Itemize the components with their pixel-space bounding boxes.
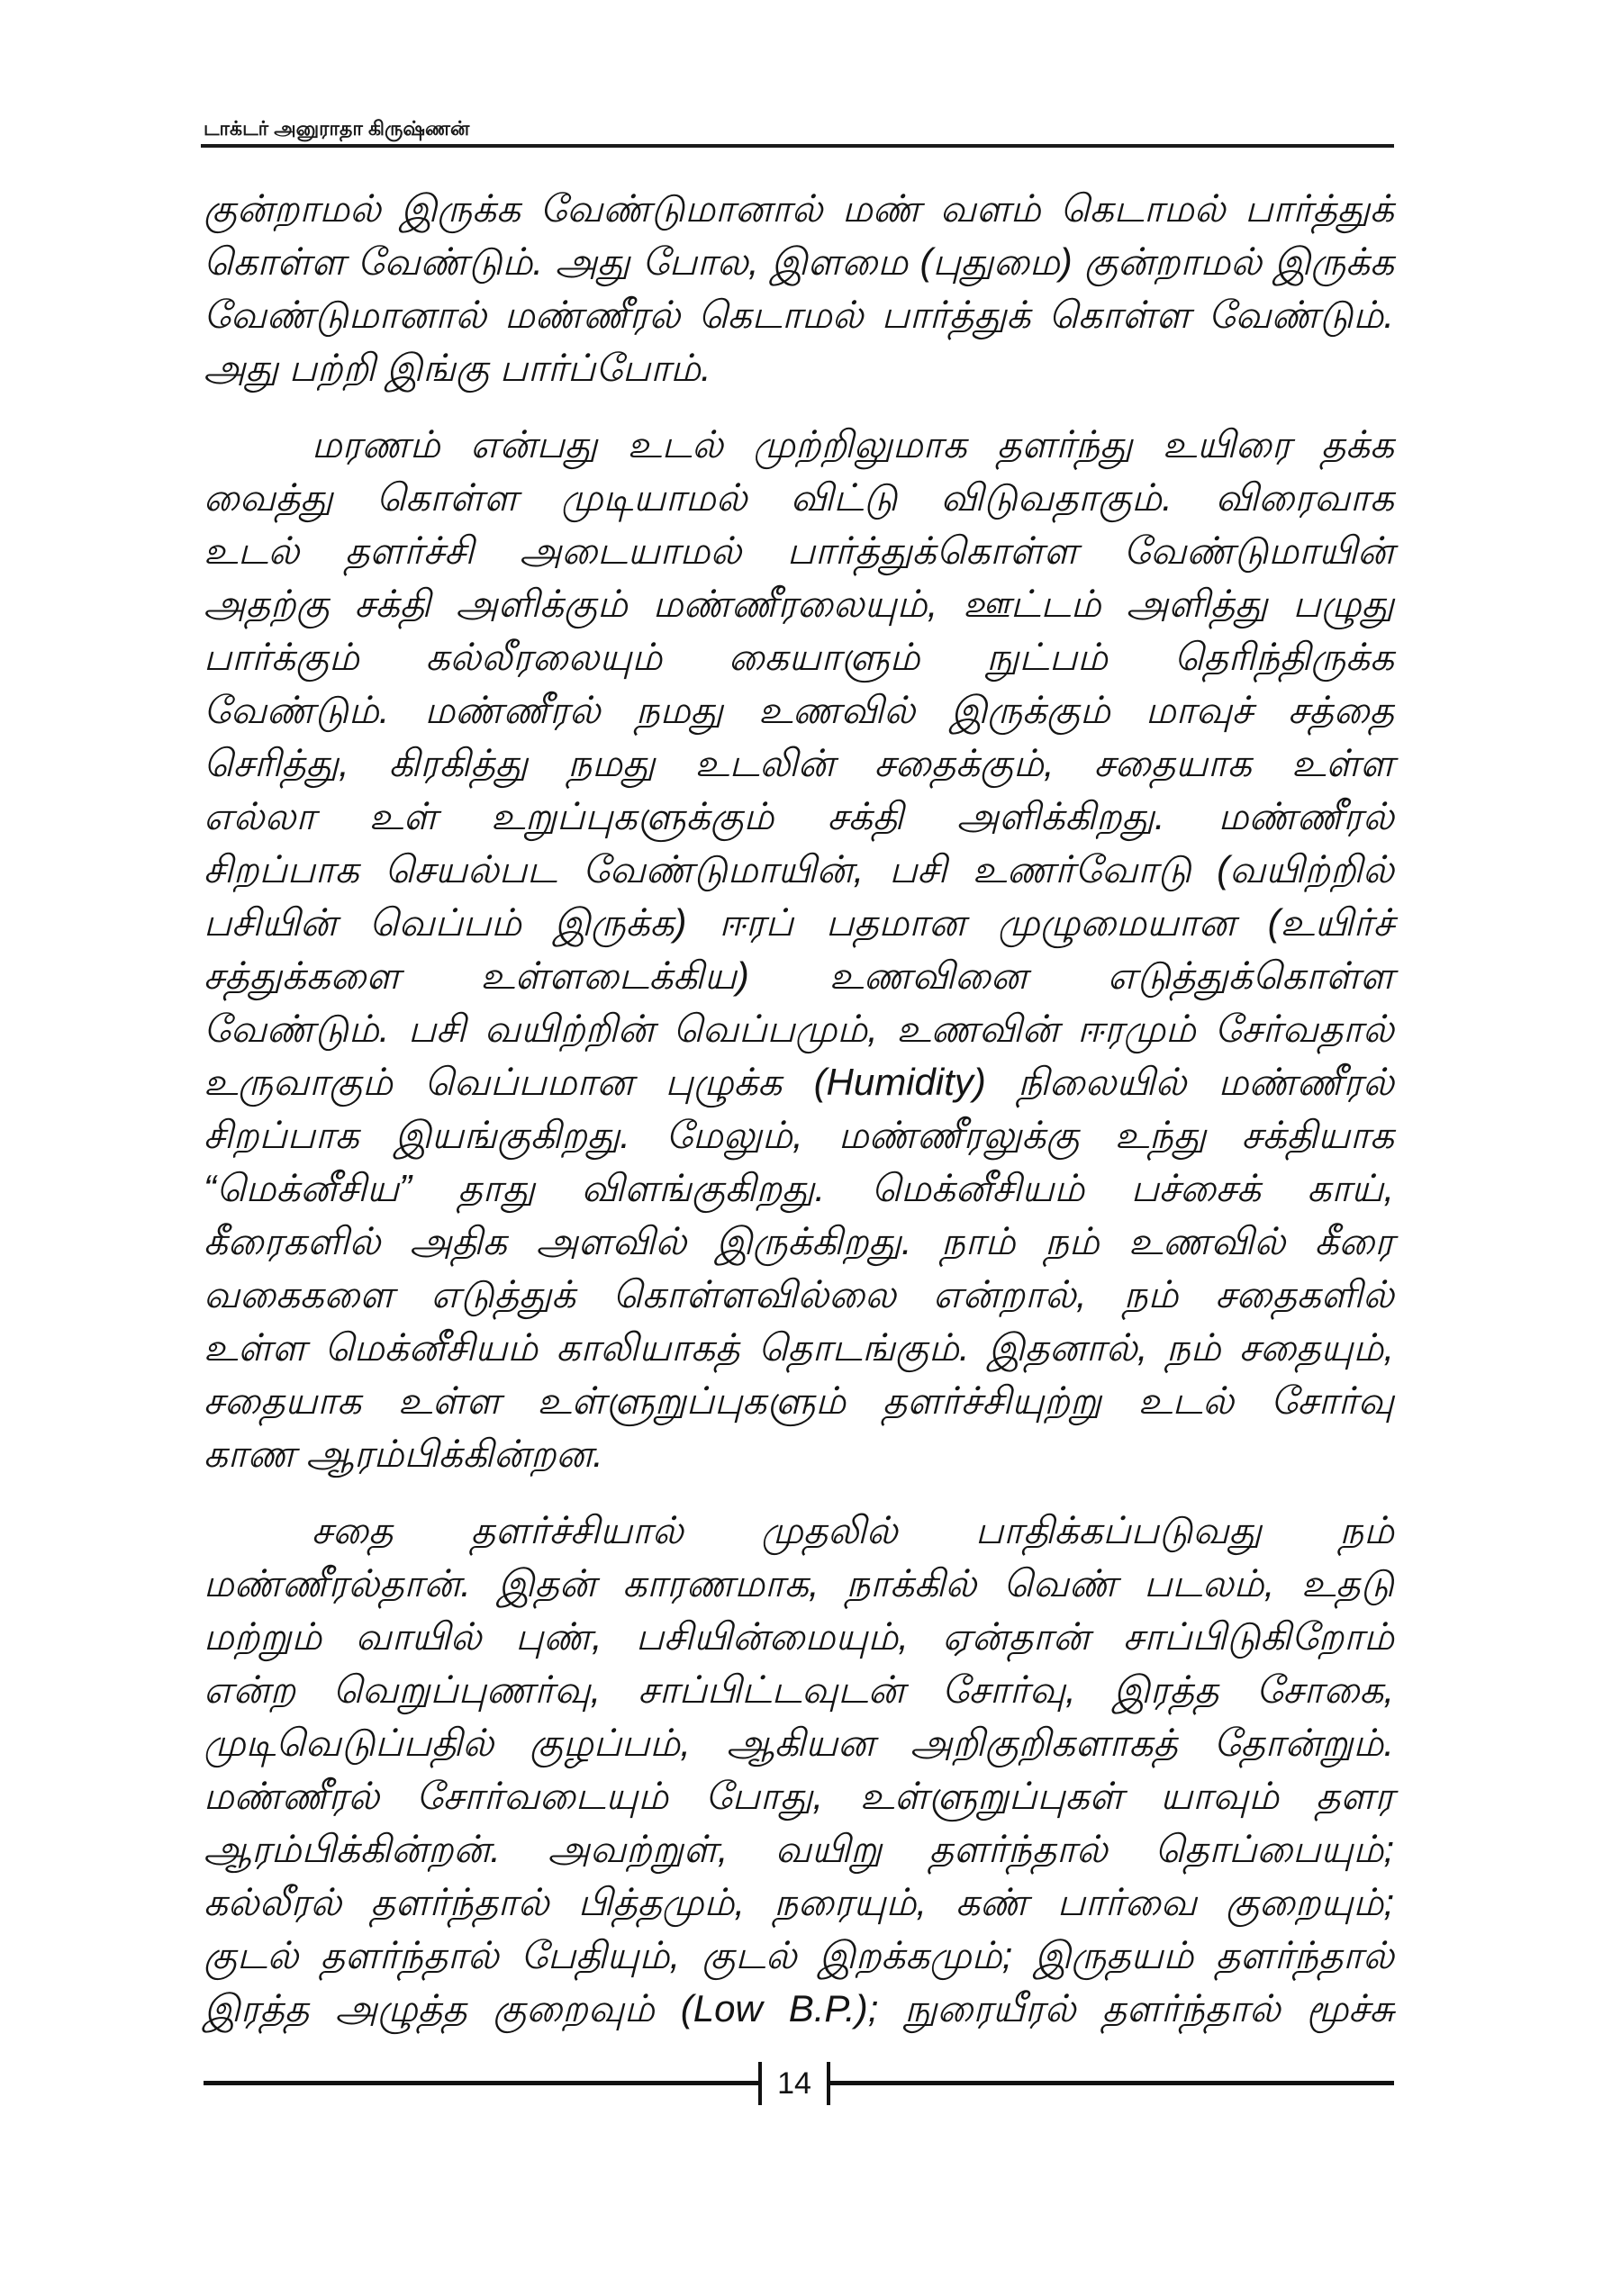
text-line: பார்க்கும் கல்லீரலையும் கையாளும் நுட்பம் தெரிந்திருக்க [204, 636, 1394, 678]
text-line: என்ற வெறுப்புணர்வு, சாப்பிட்டவுடன் சோர்வு, இரத்த சோகை, [204, 1668, 1394, 1711]
text-line: “மெக்னீசிய” தாது விளங்குகிறது. மெக்னீசியம் பச்சைக் காய், [204, 1167, 1394, 1209]
text-line: பசியின் வெப்பம் இருக்க) ஈரப் பதமான முழுமையான (உயிர்ச் [204, 901, 1394, 944]
text-line: சதையாக உள்ள உள்ளுறுப்புகளும் தளர்ச்சியுற்று உடல் சோர்வு [204, 1379, 1394, 1422]
text-line: கொள்ள வேண்டும். அது போல, இளமை (புதுமை) குன்றாமல் இருக்க [204, 240, 1394, 283]
text-line: சிறப்பாக செயல்பட வேண்டுமாயின், பசி உணர்வோடு (வயிற்றில் [204, 848, 1394, 890]
footer-rule-left [204, 2081, 758, 2085]
text-line: வகைகளை எடுத்துக் கொள்ளவில்லை என்றால், நம் சதைகளில் [204, 1273, 1394, 1315]
text-line: வேண்டும். பசி வயிற்றின் வெப்பமும், உணவின் ஈரமும் சேர்வதால் [204, 1008, 1394, 1050]
text-line: முடிவெடுப்பதில் குழப்பம், ஆகியன அறிகுறிகளாகத் தோன்றும். [204, 1722, 1394, 1764]
footer-rule-right [830, 2081, 1394, 2085]
text-line: ஆரம்பிக்கின்றன். அவற்றுள், வயிறு தளர்ந்தால் தொப்பையும்; [204, 1828, 1394, 1870]
text-line: வேண்டுமானால் மண்ணீரல் கெடாமல் பார்த்துக் கொள்ள வேண்டும். [204, 294, 1394, 336]
text-line: வேண்டும். மண்ணீரல் நமது உணவில் இருக்கும் மாவுச் சத்தை [204, 689, 1394, 731]
text-line: உருவாகும் வெப்பமான புழுக்க (Humidity) நிலையில் மண்ணீரல் [204, 1061, 1394, 1103]
paragraph [204, 1504, 1394, 2035]
text-line: சிறப்பாக இயங்குகிறது. மேலும், மண்ணீரலுக்கு உந்து சக்தியாக [204, 1114, 1394, 1156]
text-line: அதற்கு சக்தி அளிக்கும் மண்ணீரலையும், ஊட்டம் அளித்து பழுது [204, 583, 1394, 625]
text-line: சதை தளர்ச்சியால் முதலில் பாதிக்கப்படுவது நம் [312, 1509, 1394, 1551]
header-rule [201, 144, 1394, 148]
text-line: செரித்து, கிரகித்து நமது உடலின் சதைக்கும், சதையாக உள்ள [204, 742, 1394, 784]
page-number: 14 [777, 2066, 811, 2101]
paragraph [204, 182, 1394, 394]
text-line: உடல் தளர்ச்சி அடையாமல் பார்த்துக்கொள்ள வேண்டுமாயின் [204, 529, 1394, 572]
text-line: மண்ணீரல்தான். இதன் காரணமாக, நாக்கில் வெண் படலம், உதடு [204, 1562, 1394, 1604]
text-line: உள்ள மெக்னீசியம் காலியாகத் தொடங்கும். இதனால், நம் சதையும், [204, 1326, 1394, 1369]
text-line: மரணம் என்பது உடல் முற்றிலுமாக தளர்ந்து உயிரை தக்க [312, 423, 1394, 466]
text-line: குடல் தளர்ந்தால் பேதியும், குடல் இறக்கமும்; இருதயம் தளர்ந்தால் [204, 1934, 1394, 1976]
text-line: வைத்து கொள்ள முடியாமல் விட்டு விடுவதாகும். விரைவாக [204, 476, 1394, 519]
text-line: எல்லா உள் உறுப்புகளுக்கும் சக்தி அளிக்கிறது. மண்ணீரல் [204, 795, 1394, 837]
text-line: காண ஆரம்பிக்கின்றன. [204, 1433, 603, 1475]
text-line: மண்ணீரல் சோர்வடையும் போது, உள்ளுறுப்புகள் யாவும் தளர [204, 1775, 1394, 1817]
text-line: அது பற்றி இங்கு பார்ப்போம். [204, 347, 711, 389]
text-line: குன்றாமல் இருக்க வேண்டுமானால் மண் வளம் கெடாமல் பார்த்துக் [204, 187, 1394, 230]
text-line: கீரைகளில் அதிக அளவில் இருக்கிறது. நாம் நம் உணவில் கீரை [204, 1220, 1394, 1262]
text-line: சத்துக்களை உள்ளடைக்கிய) உணவினை எடுத்துக்கொள்ள [204, 954, 1394, 997]
paragraph [204, 418, 1394, 1480]
body-text [204, 182, 1394, 2058]
text-line: கல்லீரல் தளர்ந்தால் பித்தமும், நரையும், கண் பார்வை குறையும்; [204, 1881, 1394, 1923]
text-line: மற்றும் வாயில் புண், பசியின்மையும், ஏன்தான் சாப்பிடுகிறோம் [204, 1615, 1394, 1658]
running-header: டாக்டர் அனுராதா கிருஷ்ணன் [204, 117, 470, 140]
text-line: இரத்த அழுத்த குறைவும் (Low B.P.); நுரையீரல் தளர்ந்தால் மூச்சு [204, 1987, 1394, 2029]
